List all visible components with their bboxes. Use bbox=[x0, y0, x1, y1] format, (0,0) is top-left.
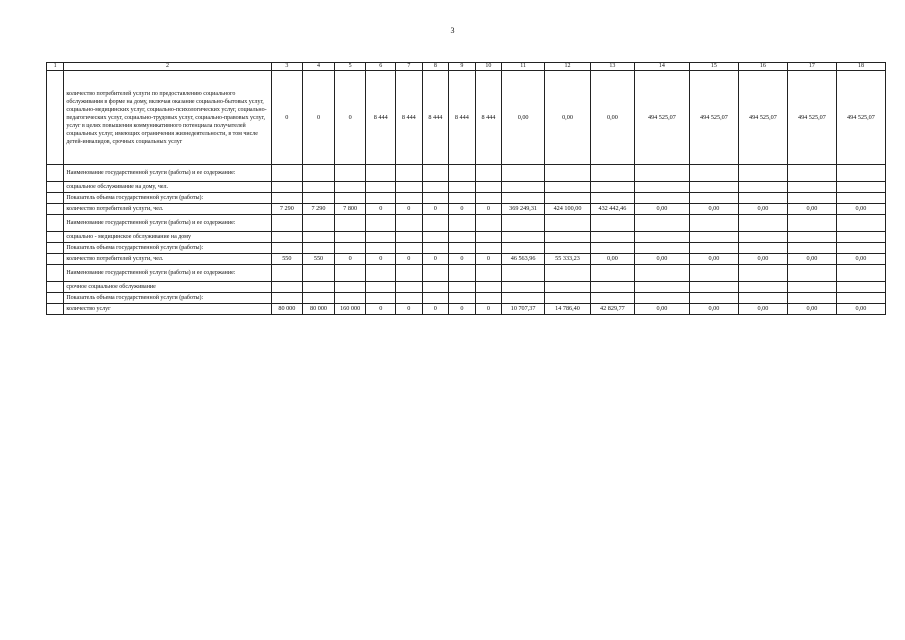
value-cell: 550 bbox=[271, 254, 303, 265]
table-row bbox=[47, 215, 886, 232]
value-cell bbox=[475, 243, 502, 254]
value-cell: 0,00 bbox=[502, 71, 545, 165]
table-row bbox=[47, 254, 886, 265]
value-cell bbox=[449, 293, 476, 304]
value-cell: 0,00 bbox=[590, 254, 634, 265]
value-cell bbox=[545, 232, 591, 243]
column-number: 10 bbox=[475, 63, 502, 71]
row-index-cell bbox=[47, 215, 64, 232]
value-cell: 494 525,07 bbox=[836, 71, 885, 165]
column-number: 6 bbox=[366, 63, 396, 71]
row-label: Показатель объема государственной услуги (работы): bbox=[64, 193, 271, 204]
column-number: 8 bbox=[422, 63, 449, 71]
value-cell: 8 444 bbox=[475, 71, 502, 165]
value-cell: 7 290 bbox=[271, 204, 303, 215]
value-cell bbox=[738, 215, 787, 232]
table-row bbox=[47, 71, 886, 165]
value-cell: 494 525,07 bbox=[634, 71, 689, 165]
value-cell: 0 bbox=[396, 304, 423, 315]
value-cell bbox=[334, 232, 366, 243]
value-cell: 369 249,31 bbox=[502, 204, 545, 215]
value-cell bbox=[787, 232, 836, 243]
value-cell: 432 442,46 bbox=[590, 204, 634, 215]
row-label: Показатель объема государственной услуги (работы): bbox=[64, 293, 271, 304]
value-cell bbox=[738, 182, 787, 193]
value-cell bbox=[590, 293, 634, 304]
value-cell bbox=[545, 215, 591, 232]
value-cell bbox=[787, 282, 836, 293]
value-cell bbox=[502, 193, 545, 204]
value-cell bbox=[422, 282, 449, 293]
column-number: 3 bbox=[271, 63, 303, 71]
value-cell: 0 bbox=[449, 254, 476, 265]
value-cell bbox=[502, 293, 545, 304]
value-cell bbox=[787, 243, 836, 254]
value-cell: 0,00 bbox=[634, 204, 689, 215]
value-cell bbox=[396, 215, 423, 232]
value-cell: 494 525,07 bbox=[787, 71, 836, 165]
value-cell bbox=[590, 243, 634, 254]
value-cell bbox=[396, 243, 423, 254]
value-cell: 0 bbox=[422, 254, 449, 265]
value-cell bbox=[303, 232, 335, 243]
value-cell: 8 444 bbox=[396, 71, 423, 165]
value-cell: 0 bbox=[449, 304, 476, 315]
value-cell bbox=[634, 243, 689, 254]
value-cell bbox=[475, 182, 502, 193]
row-label: Наименование государственной услуги (работы) и ее содержание: bbox=[64, 165, 271, 182]
value-cell bbox=[303, 265, 335, 282]
value-cell bbox=[836, 282, 885, 293]
column-number: 15 bbox=[689, 63, 738, 71]
value-cell: 0,00 bbox=[738, 204, 787, 215]
value-cell bbox=[738, 232, 787, 243]
value-cell bbox=[475, 193, 502, 204]
value-cell bbox=[634, 293, 689, 304]
value-cell bbox=[366, 293, 396, 304]
value-cell bbox=[787, 215, 836, 232]
row-index-cell bbox=[47, 71, 64, 165]
value-cell bbox=[475, 232, 502, 243]
row-label: количество услуг bbox=[64, 304, 271, 315]
value-cell bbox=[366, 165, 396, 182]
value-cell bbox=[689, 293, 738, 304]
value-cell bbox=[334, 293, 366, 304]
value-cell: 0 bbox=[422, 304, 449, 315]
column-number: 5 bbox=[334, 63, 366, 71]
value-cell bbox=[475, 265, 502, 282]
value-cell: 160 000 bbox=[334, 304, 366, 315]
value-cell bbox=[502, 182, 545, 193]
row-index-cell bbox=[47, 204, 64, 215]
value-cell: 8 444 bbox=[449, 71, 476, 165]
value-cell bbox=[271, 265, 303, 282]
value-cell bbox=[334, 193, 366, 204]
column-number: 9 bbox=[449, 63, 476, 71]
value-cell bbox=[271, 182, 303, 193]
value-cell bbox=[271, 193, 303, 204]
value-cell bbox=[689, 243, 738, 254]
row-label: срочное социальное обслуживание bbox=[64, 282, 271, 293]
row-label: Наименование государственной услуги (работы) и ее содержание: bbox=[64, 215, 271, 232]
value-cell bbox=[271, 165, 303, 182]
value-cell bbox=[590, 282, 634, 293]
table-row bbox=[47, 182, 886, 193]
value-cell: 80 000 bbox=[303, 304, 335, 315]
value-cell bbox=[396, 182, 423, 193]
value-cell bbox=[422, 243, 449, 254]
value-cell: 7 800 bbox=[334, 204, 366, 215]
value-cell bbox=[545, 165, 591, 182]
column-number: 17 bbox=[787, 63, 836, 71]
value-cell bbox=[422, 193, 449, 204]
row-label: социально - медицинское обслуживание на дому bbox=[64, 232, 271, 243]
budget-table bbox=[46, 62, 886, 315]
value-cell bbox=[449, 182, 476, 193]
value-cell bbox=[396, 232, 423, 243]
value-cell bbox=[334, 243, 366, 254]
value-cell bbox=[590, 182, 634, 193]
value-cell bbox=[271, 282, 303, 293]
value-cell bbox=[634, 265, 689, 282]
row-label: Показатель объема государственной услуги (работы): bbox=[64, 243, 271, 254]
value-cell: 0,00 bbox=[738, 304, 787, 315]
table-row bbox=[47, 243, 886, 254]
row-index-cell bbox=[47, 165, 64, 182]
column-number: 14 bbox=[634, 63, 689, 71]
row-label: Наименование государственной услуги (работы) и ее содержание: bbox=[64, 265, 271, 282]
value-cell: 46 563,96 bbox=[502, 254, 545, 265]
value-cell bbox=[502, 232, 545, 243]
value-cell bbox=[422, 232, 449, 243]
row-label: количество потребителей услуги по предоставлению социального обслуживания в форме на дому, включая оказание социально-бытовых услуг, социально-медицинских услуг, социально-психологических услуг, социально-педагогических услуг, социально-трудовых услуг, социально-правовых услуг, услуг в целях повышения коммуникативного потенциала получателей социальных услуг, имеющих ограничения жизнедеятельности, в том числе детей-инвалидов, срочных социальных услуг bbox=[64, 71, 271, 165]
value-cell: 0 bbox=[475, 254, 502, 265]
table-body bbox=[47, 63, 886, 315]
value-cell bbox=[689, 232, 738, 243]
value-cell bbox=[545, 193, 591, 204]
value-cell bbox=[836, 243, 885, 254]
value-cell bbox=[422, 215, 449, 232]
value-cell bbox=[396, 193, 423, 204]
value-cell bbox=[475, 165, 502, 182]
value-cell bbox=[475, 293, 502, 304]
row-index-cell bbox=[47, 193, 64, 204]
column-number: 13 bbox=[590, 63, 634, 71]
value-cell: 0,00 bbox=[787, 204, 836, 215]
value-cell bbox=[422, 265, 449, 282]
value-cell bbox=[334, 265, 366, 282]
value-cell bbox=[422, 293, 449, 304]
value-cell bbox=[303, 165, 335, 182]
value-cell bbox=[502, 243, 545, 254]
value-cell bbox=[396, 293, 423, 304]
value-cell bbox=[396, 165, 423, 182]
value-cell bbox=[271, 243, 303, 254]
value-cell bbox=[334, 182, 366, 193]
value-cell bbox=[334, 165, 366, 182]
value-cell: 0,00 bbox=[634, 254, 689, 265]
value-cell bbox=[449, 193, 476, 204]
value-cell: 8 444 bbox=[366, 71, 396, 165]
value-cell bbox=[475, 215, 502, 232]
value-cell bbox=[303, 193, 335, 204]
value-cell bbox=[271, 215, 303, 232]
value-cell: 80 000 bbox=[271, 304, 303, 315]
page-number: 3 bbox=[450, 26, 455, 35]
value-cell bbox=[787, 265, 836, 282]
value-cell bbox=[689, 165, 738, 182]
table-row bbox=[47, 304, 886, 315]
value-cell bbox=[502, 282, 545, 293]
value-cell bbox=[303, 215, 335, 232]
value-cell: 0 bbox=[366, 304, 396, 315]
value-cell: 0,00 bbox=[689, 204, 738, 215]
value-cell: 0 bbox=[422, 204, 449, 215]
row-index-cell bbox=[47, 282, 64, 293]
value-cell bbox=[634, 165, 689, 182]
value-cell bbox=[590, 232, 634, 243]
row-index-cell bbox=[47, 293, 64, 304]
value-cell bbox=[303, 182, 335, 193]
value-cell: 0,00 bbox=[836, 204, 885, 215]
value-cell bbox=[689, 265, 738, 282]
row-index-cell bbox=[47, 243, 64, 254]
value-cell bbox=[449, 165, 476, 182]
value-cell bbox=[836, 232, 885, 243]
value-cell bbox=[836, 265, 885, 282]
value-cell: 494 525,07 bbox=[738, 71, 787, 165]
column-number: 18 bbox=[836, 63, 885, 71]
value-cell bbox=[366, 182, 396, 193]
value-cell: 0 bbox=[366, 254, 396, 265]
value-cell bbox=[634, 232, 689, 243]
row-index-cell bbox=[47, 182, 64, 193]
value-cell: 0,00 bbox=[634, 304, 689, 315]
value-cell: 0 bbox=[475, 204, 502, 215]
value-cell bbox=[271, 232, 303, 243]
value-cell bbox=[689, 193, 738, 204]
column-number: 2 bbox=[64, 63, 271, 71]
column-number: 7 bbox=[396, 63, 423, 71]
value-cell bbox=[634, 282, 689, 293]
value-cell: 0,00 bbox=[738, 254, 787, 265]
value-cell bbox=[271, 293, 303, 304]
value-cell bbox=[303, 282, 335, 293]
value-cell bbox=[689, 215, 738, 232]
value-cell bbox=[689, 282, 738, 293]
value-cell: 0 bbox=[334, 254, 366, 265]
value-cell: 0 bbox=[271, 71, 303, 165]
row-label: количество потребителей услуги, чел. bbox=[64, 204, 271, 215]
value-cell: 494 525,07 bbox=[689, 71, 738, 165]
value-cell bbox=[836, 165, 885, 182]
value-cell: 55 333,23 bbox=[545, 254, 591, 265]
value-cell bbox=[836, 193, 885, 204]
value-cell bbox=[545, 293, 591, 304]
value-cell bbox=[738, 282, 787, 293]
value-cell bbox=[836, 293, 885, 304]
value-cell bbox=[836, 215, 885, 232]
value-cell: 0,00 bbox=[590, 71, 634, 165]
column-number: 1 bbox=[47, 63, 64, 71]
value-cell bbox=[334, 282, 366, 293]
value-cell bbox=[738, 265, 787, 282]
value-cell: 550 bbox=[303, 254, 335, 265]
value-cell bbox=[738, 293, 787, 304]
value-cell: 0 bbox=[303, 71, 335, 165]
table-row bbox=[47, 165, 886, 182]
value-cell bbox=[449, 232, 476, 243]
column-number: 4 bbox=[303, 63, 335, 71]
value-cell bbox=[449, 282, 476, 293]
value-cell bbox=[545, 182, 591, 193]
column-number: 12 bbox=[545, 63, 591, 71]
value-cell bbox=[366, 232, 396, 243]
value-cell: 0 bbox=[334, 71, 366, 165]
value-cell: 424 100,00 bbox=[545, 204, 591, 215]
value-cell: 0,00 bbox=[836, 304, 885, 315]
row-label: социальное обслуживание на дому, чел. bbox=[64, 182, 271, 193]
value-cell bbox=[590, 215, 634, 232]
table-row bbox=[47, 232, 886, 243]
value-cell bbox=[366, 282, 396, 293]
column-number-row bbox=[47, 63, 886, 71]
value-cell bbox=[738, 243, 787, 254]
value-cell: 0,00 bbox=[787, 304, 836, 315]
value-cell bbox=[366, 243, 396, 254]
value-cell bbox=[475, 282, 502, 293]
value-cell bbox=[738, 193, 787, 204]
value-cell bbox=[634, 215, 689, 232]
value-cell bbox=[590, 265, 634, 282]
value-cell bbox=[590, 165, 634, 182]
value-cell: 42 829,77 bbox=[590, 304, 634, 315]
value-cell bbox=[366, 215, 396, 232]
table-row bbox=[47, 293, 886, 304]
value-cell bbox=[634, 182, 689, 193]
value-cell bbox=[787, 165, 836, 182]
value-cell: 0,00 bbox=[787, 254, 836, 265]
value-cell: 8 444 bbox=[422, 71, 449, 165]
value-cell: 0 bbox=[475, 304, 502, 315]
row-index-cell bbox=[47, 304, 64, 315]
value-cell bbox=[396, 265, 423, 282]
value-cell bbox=[545, 282, 591, 293]
value-cell: 7 290 bbox=[303, 204, 335, 215]
row-label: количество потребителей услуги, чел. bbox=[64, 254, 271, 265]
value-cell bbox=[502, 165, 545, 182]
value-cell: 0 bbox=[396, 204, 423, 215]
value-cell bbox=[738, 165, 787, 182]
value-cell bbox=[396, 282, 423, 293]
value-cell: 10 707,37 bbox=[502, 304, 545, 315]
value-cell: 0,00 bbox=[836, 254, 885, 265]
value-cell bbox=[366, 265, 396, 282]
row-index-cell bbox=[47, 254, 64, 265]
value-cell bbox=[449, 215, 476, 232]
value-cell bbox=[787, 293, 836, 304]
row-index-cell bbox=[47, 232, 64, 243]
value-cell bbox=[545, 243, 591, 254]
value-cell bbox=[634, 193, 689, 204]
value-cell bbox=[449, 243, 476, 254]
value-cell: 0 bbox=[366, 204, 396, 215]
value-cell bbox=[334, 215, 366, 232]
value-cell bbox=[422, 165, 449, 182]
value-cell: 0 bbox=[396, 254, 423, 265]
table-row bbox=[47, 282, 886, 293]
value-cell bbox=[689, 182, 738, 193]
table-row bbox=[47, 204, 886, 215]
value-cell: 0 bbox=[449, 204, 476, 215]
value-cell bbox=[366, 193, 396, 204]
value-cell: 0,00 bbox=[689, 304, 738, 315]
value-cell bbox=[787, 182, 836, 193]
table-row bbox=[47, 193, 886, 204]
value-cell bbox=[545, 265, 591, 282]
value-cell bbox=[422, 182, 449, 193]
value-cell: 0,00 bbox=[545, 71, 591, 165]
value-cell bbox=[303, 293, 335, 304]
row-index-cell bbox=[47, 265, 64, 282]
value-cell: 14 786,40 bbox=[545, 304, 591, 315]
value-cell bbox=[502, 215, 545, 232]
value-cell: 0,00 bbox=[689, 254, 738, 265]
table-row bbox=[47, 265, 886, 282]
column-number: 16 bbox=[738, 63, 787, 71]
value-cell bbox=[787, 193, 836, 204]
column-number: 11 bbox=[502, 63, 545, 71]
value-cell bbox=[590, 193, 634, 204]
value-cell bbox=[303, 243, 335, 254]
value-cell bbox=[836, 182, 885, 193]
value-cell bbox=[502, 265, 545, 282]
value-cell bbox=[449, 265, 476, 282]
